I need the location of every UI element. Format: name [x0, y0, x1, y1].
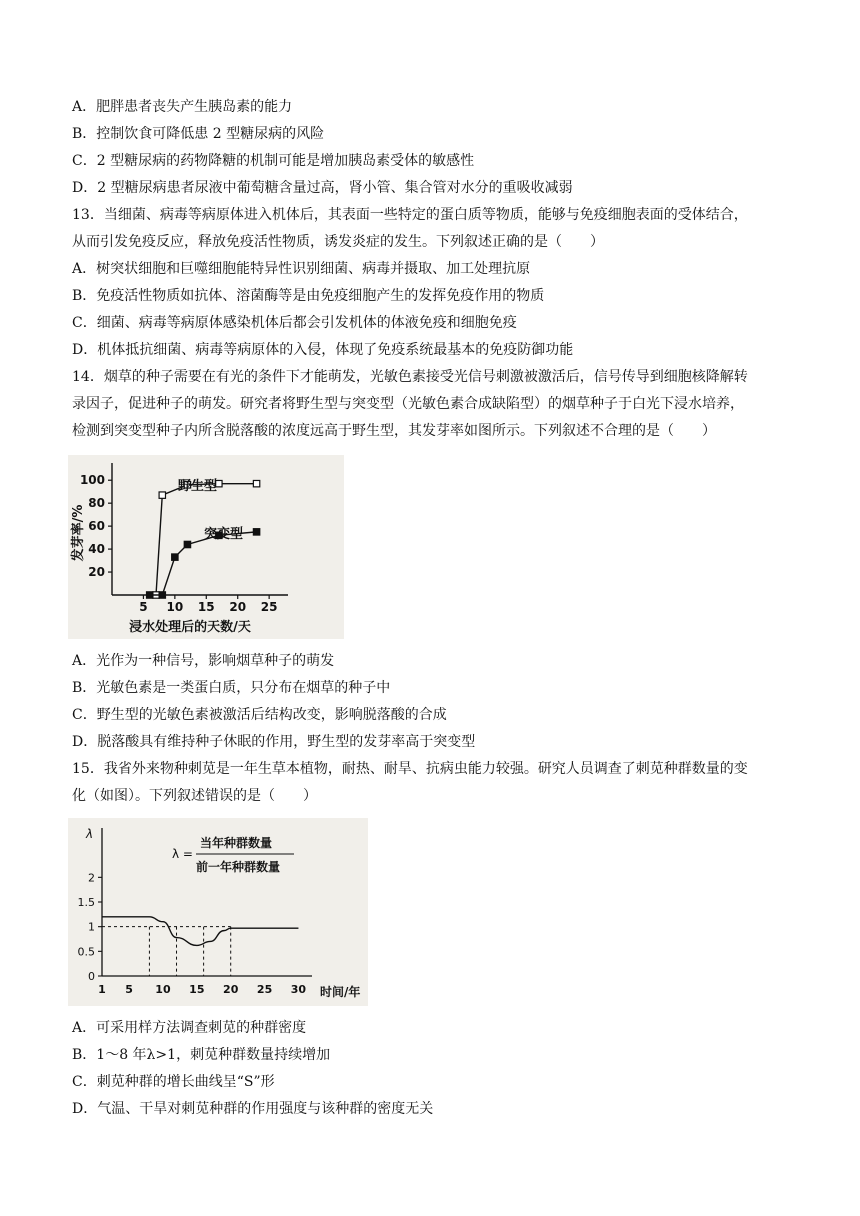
q14-option-a: A．光作为一种信号，影响烟草种子的萌发: [72, 653, 335, 669]
y-tick-label: 0: [88, 970, 95, 983]
x-tick-label: 5: [125, 983, 133, 996]
formula-lhs: λ =: [172, 847, 193, 861]
q13-option-d: D．机体抵抗细菌、病毒等病原体的入侵，体现了免疫系统最基本的免疫防御功能: [72, 342, 574, 358]
x-tick-label: 15: [197, 600, 215, 614]
data-point-mutant: [253, 529, 259, 535]
y-tick-label: 100: [79, 473, 105, 488]
q14-stem-line-1: 14．烟草的种子需要在有光的条件下才能萌发，光敏色素接受光信号刺激被激活后，信号传导到细胞核降解转: [72, 369, 748, 385]
q13-option-c: C．细菌、病毒等病原体感染机体后都会引发机体的体液免疫和细胞免疫: [72, 315, 517, 331]
y-tick-label: 0.5: [77, 945, 95, 959]
lambda-change-chart: [68, 818, 368, 1006]
q15-option-d: D．气温、干旱对刺苋种群的作用强度与该种群的密度无关: [72, 1101, 434, 1117]
y-tick-label: 1.5: [77, 896, 95, 909]
q12-option-b: B．控制饮食可降低患 2 型糖尿病的风险: [72, 126, 325, 142]
q15-stem-line-1: 15．我省外来物种刺苋是一年生草本植物，耐热、耐旱、抗病虫能力较强。研究人员调查了刺苋种群数量的变: [72, 761, 748, 777]
q14-stem-line-3: 检测到突变型种子内所含脱落酸的浓度远高于野生型，其发芽率如图所示。下列叙述不合理的是（ ）: [72, 423, 716, 439]
x-tick-label: 20: [229, 600, 247, 614]
data-point-wild-type: [159, 492, 165, 498]
q15-option-a: A．可采用样方法调查刺苋的种群密度: [72, 1020, 307, 1036]
germination-rate-figure: [68, 455, 344, 639]
q13-stem-line-2: 从而引发免疫反应，释放免疫活性物质，诱发炎症的发生。下列叙述正确的是（ ）: [72, 234, 604, 250]
x-tick-label: 15: [189, 983, 205, 996]
data-point-mutant: [184, 541, 190, 547]
q14-option-d: D．脱落酸具有维持种子休眠的作用，野生型的发芽率高于突变型: [72, 734, 476, 750]
q14-option-b: B．光敏色素是一类蛋白质，只分布在烟草的种子中: [72, 680, 391, 696]
x-tick-label: 1: [98, 983, 106, 996]
data-point-mutant: [172, 554, 178, 560]
data-point-wild-type: [253, 480, 259, 486]
q13-option-a: A．树突状细胞和巨噬细胞能特异性识别细菌、病毒并摄取、加工处理抗原: [72, 261, 531, 277]
q13-stem-line-1: 13．当细菌、病毒等病原体进入机体后，其表面一些特定的蛋白质等物质，能够与免疫细胞表面的受体结合，: [72, 207, 748, 223]
x-tick-label: 25: [260, 600, 278, 614]
y-tick-label: 2: [88, 871, 95, 885]
y-axis-label: λ: [86, 827, 94, 841]
formula-numerator: 当年种群数量: [200, 836, 273, 850]
q15-option-b: B．1～8 年λ>1，刺苋种群数量持续增加: [72, 1047, 331, 1063]
series-label-mutant: 突变型: [204, 527, 244, 542]
germination-rate-chart: [68, 455, 344, 639]
formula-denominator: 前一年种群数量: [196, 860, 281, 874]
lambda-curve: [102, 917, 298, 946]
x-tick-label: 10: [166, 600, 184, 614]
q12-option-d: D．2 型糖尿病患者尿液中葡萄糖含量过高，肾小管、集合管对水分的重吸收减弱: [72, 180, 573, 196]
y-tick-label: 20: [88, 565, 105, 580]
x-tick-label: 20: [223, 983, 239, 996]
data-point-mutant: [147, 592, 153, 598]
data-point-mutant: [159, 592, 165, 598]
x-axis-label: 浸水处理后的天数/天: [129, 620, 251, 635]
q14-stem-line-2: 录因子，促进种子的萌发。研究者将野生型与突变型（光敏色素合成缺陷型）的烟草种子于白光下浸水培养，: [72, 396, 744, 412]
series-label-wild-type: 野生型: [178, 479, 218, 494]
y-tick-label: 40: [88, 542, 105, 557]
y-tick-label: 60: [88, 519, 105, 534]
y-tick-label: 80: [88, 496, 105, 511]
q15-option-c: C．刺苋种群的增长曲线呈“S”形: [72, 1074, 275, 1090]
y-tick-label: 1: [88, 920, 95, 934]
x-tick-label: 5: [139, 600, 148, 614]
q15-stem-line-2: 化（如图）。下列叙述错误的是（ ）: [72, 788, 317, 804]
lambda-change-figure: [68, 818, 368, 1006]
q14-option-c: C．野生型的光敏色素被激活后结构改变，影响脱落酸的合成: [72, 707, 447, 723]
x-axis-label: 时间/年: [320, 985, 361, 999]
q12-option-a: A．肥胖患者丧失产生胰岛素的能力: [72, 99, 293, 115]
q13-option-b: B．免疫活性物质如抗体、溶菌酶等是由免疫细胞产生的发挥免疫作用的物质: [72, 288, 545, 304]
x-tick-label: 30: [290, 983, 307, 996]
q12-option-c: C．2 型糖尿病的药物降糖的机制可能是增加胰岛素受体的敏感性: [72, 153, 475, 169]
x-tick-label: 25: [256, 983, 273, 996]
y-axis-label: 发芽率/%: [71, 504, 86, 562]
x-tick-label: 10: [155, 983, 171, 996]
